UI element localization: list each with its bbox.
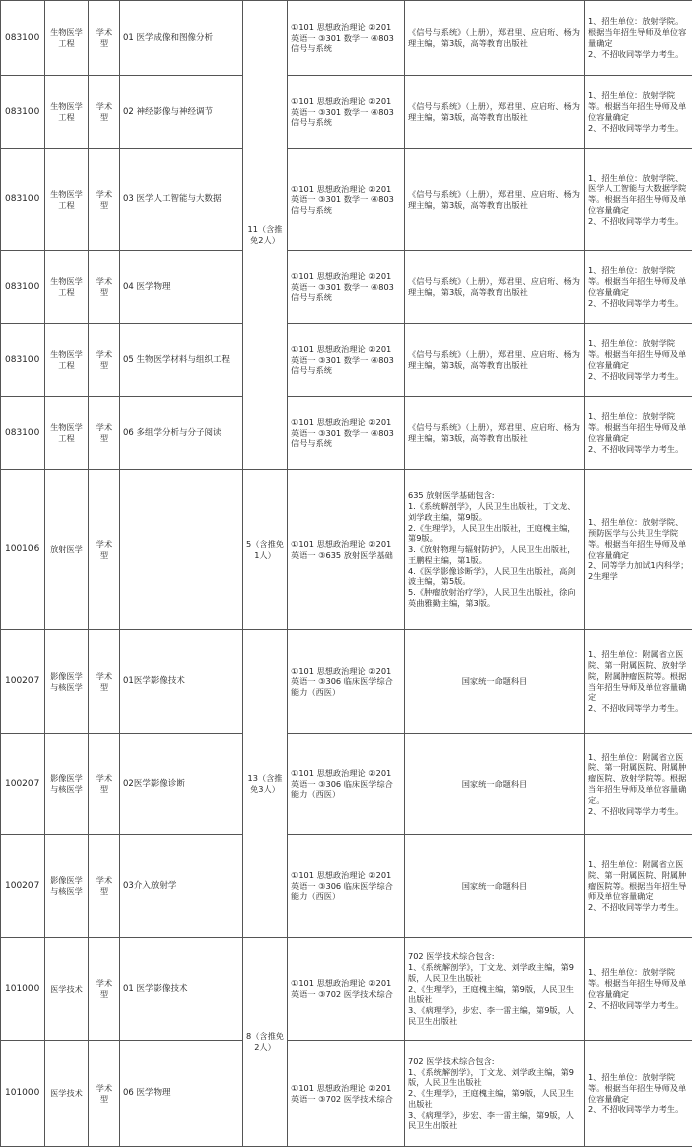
table-row bbox=[1, 149, 692, 251]
major-code-cell: 083100 bbox=[1, 251, 45, 324]
research-direction-cell: 02医学影像诊断 bbox=[120, 734, 243, 835]
remarks-cell: 1、招生单位：放射学院等。根据当年招生导师及单位容量确定 2、不招收同等学力考生。 bbox=[585, 397, 692, 470]
research-direction-cell: 06 医学物理 bbox=[120, 1041, 243, 1147]
exam-subjects-cell: ①101 思想政治理论 ②201 英语一 ③301 数学一 ④803信号与系统 bbox=[288, 149, 405, 251]
research-direction-cell: 01医学影像技术 bbox=[120, 630, 243, 734]
reference-books-cell: 《信号与系统》（上册），郑君里、应启珩、杨为理主编，第3版，高等教育出版社 bbox=[405, 324, 585, 397]
reference-books-cell: 702 医学技术综合包含: 1、《系统解剖学》，丁文龙、刘学政主编，第9版，人民卫生出版社 2、《生理学》，王庭槐主编，第9版，人民卫生出版社 3、《病理学》，步宏、李一雷主编，第9版，人民卫生出版社 bbox=[405, 938, 585, 1041]
table-row bbox=[1, 76, 692, 149]
reference-books-cell: 国家统一命题科目 bbox=[405, 734, 585, 835]
exam-subjects-cell: ①101 思想政治理论 ②201 英语一 ③301 数学一 ④803信号与系统 bbox=[288, 324, 405, 397]
reference-books-cell: 《信号与系统》（上册），郑君里、应启珩、杨为理主编，第3版，高等教育出版社 bbox=[405, 397, 585, 470]
remarks-cell: 1、招生单位：附属省立医院、第一附属医院、附属肿瘤医院、放射学院等。根据当年招生导师及单位容量确定。 2、不招收同等学力考生。 bbox=[585, 734, 692, 835]
research-direction-cell: 01 医学影像技术 bbox=[120, 938, 243, 1041]
major-name-cell: 生物医学工程 bbox=[45, 76, 89, 149]
degree-type-cell: 学术型 bbox=[89, 1041, 120, 1147]
remarks-cell: 1、招生单位：放射学院等。根据当年招生导师及单位容量确定 2、不招收同等学力考生。 bbox=[585, 1041, 692, 1147]
enrollment-quota-cell: 13（含推免3人） bbox=[243, 630, 288, 938]
table-body bbox=[1, 1, 692, 1147]
reference-books-cell: 《信号与系统》（上册），郑君里、应启珩、杨为理主编，第3版，高等教育出版社 bbox=[405, 76, 585, 149]
exam-subjects-cell: ①101 思想政治理论 ②201 英语一 ③306 临床医学综合能力（西医） bbox=[288, 734, 405, 835]
research-direction-cell: 05 生物医学材料与组织工程 bbox=[120, 324, 243, 397]
major-code-cell: 101000 bbox=[1, 1041, 45, 1147]
exam-subjects-cell: ①101 思想政治理论 ②201 英语一 ③301 数学一 ④803信号与系统 bbox=[288, 251, 405, 324]
reference-books-cell: 《信号与系统》（上册），郑君里、应启珩、杨为理主编，第3版，高等教育出版社 bbox=[405, 1, 585, 76]
major-name-cell: 医学技术 bbox=[45, 938, 89, 1041]
reference-books-cell: 国家统一命题科目 bbox=[405, 630, 585, 734]
major-name-cell: 影像医学与核医学 bbox=[45, 630, 89, 734]
degree-type-cell: 学术型 bbox=[89, 149, 120, 251]
table-row bbox=[1, 397, 692, 470]
table-row bbox=[1, 1041, 692, 1147]
remarks-cell: 1、招生单位：放射学院、医学人工智能与大数据学院等。根据当年招生导师及单位容量确定 2、不招收同等学力考生。 bbox=[585, 149, 692, 251]
major-code-cell: 101000 bbox=[1, 938, 45, 1041]
degree-type-cell: 学术型 bbox=[89, 76, 120, 149]
major-name-cell: 生物医学工程 bbox=[45, 1, 89, 76]
major-code-cell: 100207 bbox=[1, 734, 45, 835]
remarks-cell: 1、招生单位：附属省立医院、第一附属医院、放射学院，附属肿瘤医院等。根据当年招生导师及单位容量确定 2、不招收同等学力考生。 bbox=[585, 630, 692, 734]
table-row bbox=[1, 734, 692, 835]
research-direction-cell: 04 医学物理 bbox=[120, 251, 243, 324]
exam-subjects-cell: ①101 思想政治理论 ②201 英语一 ③306 临床医学综合能力（西医） bbox=[288, 630, 405, 734]
table-row bbox=[1, 470, 692, 630]
major-name-cell: 影像医学与核医学 bbox=[45, 734, 89, 835]
major-code-cell: 083100 bbox=[1, 324, 45, 397]
enrollment-quota-cell: 8（含推免2人） bbox=[243, 938, 288, 1147]
major-code-cell: 083100 bbox=[1, 397, 45, 470]
exam-subjects-cell: ①101 思想政治理论 ②201 英语一 ③301 数学一 ④803信号与系统 bbox=[288, 76, 405, 149]
reference-books-cell: 702 医学技术综合包含: 1、《系统解剖学》，丁文龙、刘学政主编，第9版，人民卫生出版社 2、《生理学》，王庭槐主编，第9版，人民卫生出版社 3、《病理学》，步宏、李一雷主编，第9版，人民卫生出版社 bbox=[405, 1041, 585, 1147]
major-code-cell: 100106 bbox=[1, 470, 45, 630]
exam-subjects-cell: ①101 思想政治理论 ②201 英语一 ③306 临床医学综合能力（西医） bbox=[288, 835, 405, 938]
research-direction-cell: 01 医学成像和图像分析 bbox=[120, 1, 243, 76]
reference-books-cell: 635 放射医学基础包含: 1.《系统解剖学》，人民卫生出版社，丁文龙、刘学政主编，第9版。 2.《生理学》，人民卫生出版社，王庭槐主编，第9版。 3.《放射物理与辐射防护》，人民卫生出版社，王鹏程主编，第1版。 4.《医学影像诊断学》，人民卫生出版社，高剑波主编，第5版。 5.《肿瘤放射治疗学》，人民卫生出版社，徐向英曲雅勤主编，第3版。 bbox=[405, 470, 585, 630]
table-row bbox=[1, 251, 692, 324]
major-name-cell: 医学技术 bbox=[45, 1041, 89, 1147]
major-code-cell: 100207 bbox=[1, 835, 45, 938]
reference-books-cell: 国家统一命题科目 bbox=[405, 835, 585, 938]
major-name-cell: 生物医学工程 bbox=[45, 251, 89, 324]
research-direction-cell bbox=[120, 470, 243, 630]
degree-type-cell: 学术型 bbox=[89, 1, 120, 76]
exam-subjects-cell: ①101 思想政治理论 ②201 英语一 ③301 数学一 ④803信号与系统 bbox=[288, 397, 405, 470]
major-name-cell: 影像医学与核医学 bbox=[45, 835, 89, 938]
research-direction-cell: 06 多组学分析与分子阅读 bbox=[120, 397, 243, 470]
degree-type-cell: 学术型 bbox=[89, 251, 120, 324]
research-direction-cell: 03介入放射学 bbox=[120, 835, 243, 938]
table-row bbox=[1, 324, 692, 397]
degree-type-cell: 学术型 bbox=[89, 835, 120, 938]
major-name-cell: 生物医学工程 bbox=[45, 324, 89, 397]
major-code-cell: 083100 bbox=[1, 1, 45, 76]
enrollment-quota-cell: 5（含推免1人） bbox=[243, 470, 288, 630]
enrollment-quota-cell: 11（含推免2人） bbox=[243, 1, 288, 470]
reference-books-cell: 《信号与系统》（上册），郑君里、应启珩、杨为理主编，第3版，高等教育出版社 bbox=[405, 149, 585, 251]
degree-type-cell: 学术型 bbox=[89, 324, 120, 397]
remarks-cell: 1、招生单位：附属省立医院、第一附属医院、附属肿瘤医院等。根据当年招生导师及单位容量确定 2、不招收同等学力考生。 bbox=[585, 835, 692, 938]
exam-subjects-cell: ①101 思想政治理论 ②201 英语一 ③635 放射医学基础 bbox=[288, 470, 405, 630]
exam-subjects-cell: ①101 思想政治理论 ②201 英语一 ③301 数学一 ④803信号与系统 bbox=[288, 1, 405, 76]
table-row bbox=[1, 630, 692, 734]
reference-books-cell: 《信号与系统》（上册），郑君里、应启珩、杨为理主编，第3版，高等教育出版社 bbox=[405, 251, 585, 324]
major-code-cell: 083100 bbox=[1, 76, 45, 149]
major-code-cell: 100207 bbox=[1, 630, 45, 734]
remarks-cell: 1、招生单位：放射学院。根据当年招生导师及单位容量确定 2、不招收同等学力考生。 bbox=[585, 1, 692, 76]
remarks-cell: 1、招生单位：放射学院、预防医学与公共卫生学院等。根据当年招生导师及单位容量确定 2、同等学力加试1内科学；2生理学 bbox=[585, 470, 692, 630]
research-direction-cell: 02 神经影像与神经调节 bbox=[120, 76, 243, 149]
degree-type-cell: 学术型 bbox=[89, 734, 120, 835]
major-name-cell: 生物医学工程 bbox=[45, 397, 89, 470]
degree-type-cell: 学术型 bbox=[89, 938, 120, 1041]
exam-subjects-cell: ①101 思想政治理论 ②201 英语一 ③702 医学技术综合 bbox=[288, 938, 405, 1041]
degree-type-cell: 学术型 bbox=[89, 470, 120, 630]
table-row bbox=[1, 1, 692, 76]
degree-type-cell: 学术型 bbox=[89, 630, 120, 734]
table-row bbox=[1, 835, 692, 938]
remarks-cell: 1、招生单位：放射学院等。根据当年招生导师及单位容量确定 2、不招收同等学力考生。 bbox=[585, 324, 692, 397]
remarks-cell: 1、招生单位：放射学院等。根据当年招生导师及单位容量确定 2、不招收同等学力考生。 bbox=[585, 938, 692, 1041]
major-name-cell: 放射医学 bbox=[45, 470, 89, 630]
remarks-cell: 1、招生单位：放射学院等。根据当年招生导师及单位容量确定 2、不招收同等学力考生。 bbox=[585, 251, 692, 324]
degree-type-cell: 学术型 bbox=[89, 397, 120, 470]
major-name-cell: 生物医学工程 bbox=[45, 149, 89, 251]
exam-subjects-cell: ①101 思想政治理论 ②201 英语一 ③702 医学技术综合 bbox=[288, 1041, 405, 1147]
major-code-cell: 083100 bbox=[1, 149, 45, 251]
remarks-cell: 1、招生单位：放射学院等。根据当年招生导师及单位容量确定 2、不招收同等学力考生。 bbox=[585, 76, 692, 149]
research-direction-cell: 03 医学人工智能与大数据 bbox=[120, 149, 243, 251]
table-row bbox=[1, 938, 692, 1041]
